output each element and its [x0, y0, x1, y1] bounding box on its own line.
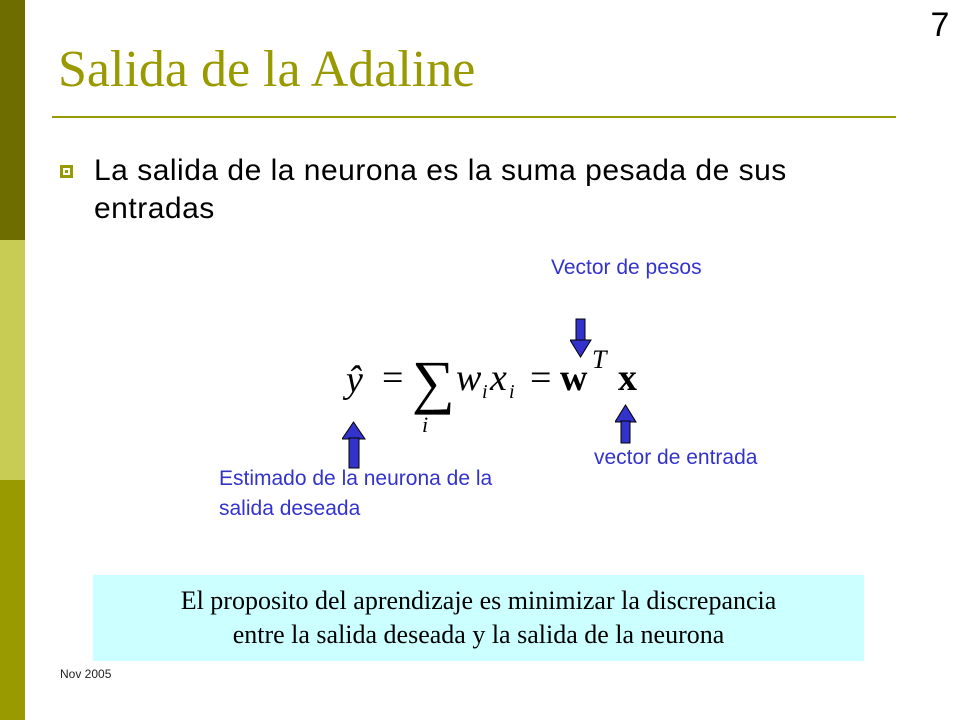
- formula-w: w: [456, 357, 482, 399]
- arrow-up-icon: [615, 404, 637, 444]
- note-box: [93, 575, 864, 661]
- slide-title: Salida de la Adaline: [58, 41, 476, 98]
- sidebar-stripe-middle: [0, 240, 25, 480]
- formula-x: x: [490, 357, 507, 399]
- arrow-up-icon: [342, 421, 366, 469]
- footer-date: Nov 2005: [60, 667, 112, 681]
- formula-x-sub: i: [509, 381, 515, 403]
- formula-w-sub: i: [482, 381, 488, 403]
- formula-transpose: T: [592, 345, 607, 374]
- label-weights-vector: Vector de pesos: [551, 256, 702, 279]
- formula-x-bold: x: [618, 357, 637, 399]
- formula-yhat: ŷ: [346, 359, 363, 401]
- formula-sigma: ∑: [412, 349, 455, 415]
- label-neuron-estimate: Estimado de la neurona de la salida deseada: [219, 467, 493, 520]
- bullet-text: La salida de la neurona es la suma pesada de sus entradas: [94, 154, 787, 225]
- title-divider: [52, 116, 896, 118]
- slide-number: 7: [930, 6, 950, 44]
- formula-w-bold: w: [560, 357, 588, 399]
- note-text: El proposito del aprendizaje es minimizar la discrepancia entre la salida deseada y la salida de la neurona: [180, 586, 777, 649]
- sidebar-stripe-bottom: [0, 480, 25, 720]
- formula-equals: =: [382, 357, 404, 399]
- square-bullet-icon: [60, 165, 73, 178]
- formula-equals-2: =: [530, 357, 552, 399]
- label-input-vector: vector de entrada: [594, 446, 758, 469]
- formula-sum-index: i: [422, 412, 429, 437]
- sidebar-stripe-top: [0, 0, 25, 240]
- bullet-item: [60, 152, 890, 228]
